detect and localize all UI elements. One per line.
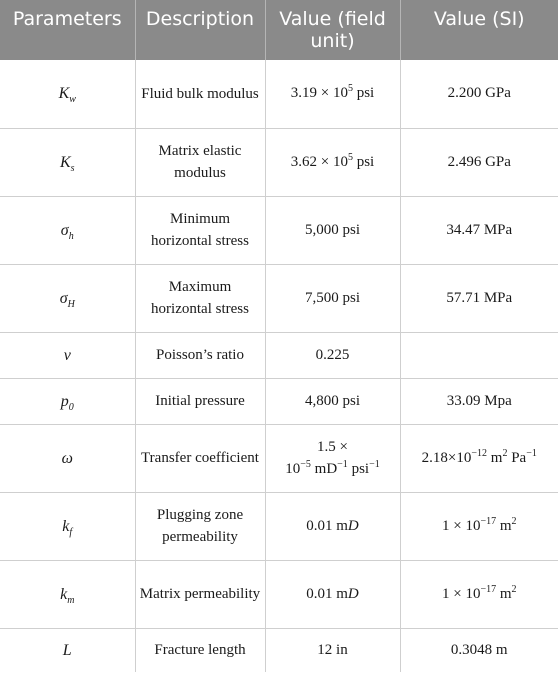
table-row	[0, 128, 558, 196]
parameter-si-value	[400, 332, 558, 378]
table-row	[0, 628, 558, 672]
parameter-description: Matrix permeability	[135, 560, 265, 628]
parameter-field-value: 12 in	[265, 628, 400, 672]
parameter-description: Plugging zone permeability	[135, 492, 265, 560]
parameter-si-value: 0.3048 m	[450, 641, 508, 658]
parameter-si-value: 2.200 GPa	[400, 60, 558, 128]
parameter-si-value: $2.18\times 10^{-12}$ $m^2$ $Pa^{-1}$	[400, 424, 558, 492]
parameter-field-value: 0.01 mD	[265, 492, 400, 560]
header-value-field-unit: Value (field unit)	[265, 0, 400, 60]
parameter-field-value: 0.01 mD	[265, 560, 400, 628]
parameter-symbol: $p_0$	[0, 378, 135, 424]
table-header-row	[0, 0, 558, 60]
parameter-description: Transfer coefficient	[135, 424, 265, 492]
parameter-si-value: 2.496 GPa	[400, 128, 558, 196]
parameter-description: Fluid bulk modulus	[135, 60, 265, 128]
parameter-symbol: ω	[0, 424, 135, 492]
parameter-symbol: $\sigma_H$	[0, 264, 135, 332]
table-row	[0, 264, 558, 332]
parameter-symbol: $K_w$	[0, 60, 135, 128]
parameter-field-value: 5,000 psi	[265, 196, 400, 264]
table-row	[0, 560, 558, 628]
parameter-symbol: $K_s$	[0, 128, 135, 196]
parameter-description: Initial pressure	[135, 378, 265, 424]
parameter-description: Matrix elastic modulus	[135, 128, 265, 196]
parameter-symbol: $k_f$	[0, 492, 135, 560]
table-row	[0, 196, 558, 264]
parameter-description: Fracture length	[135, 628, 265, 672]
parameter-symbol: $k_m$	[0, 560, 135, 628]
parameter-si-value: 57.71 MPa	[400, 264, 558, 332]
parameter-si-value: $1 \times 10^{-17}$ $m^2$	[400, 560, 558, 628]
parameter-field-value: $3.19 \times 10^5$ psi	[265, 60, 400, 128]
parameter-field-value: $3.62 \times 10^5$ psi	[265, 128, 400, 196]
header-value-si: Value (SI)	[400, 0, 558, 60]
parameter-field-value: 0.225	[265, 332, 400, 378]
parameter-description: Poisson’s ratio	[135, 332, 265, 378]
table-row	[0, 492, 558, 560]
parameter-symbol: ν	[0, 332, 135, 378]
parameter-description: Maximum horizontal stress	[135, 264, 265, 332]
parameter-field-value: 7,500 psi	[265, 264, 400, 332]
parameter-field-value: 4,800 psi	[265, 378, 400, 424]
parameter-si-value: 33.09 Mpa	[400, 378, 558, 424]
table-row	[0, 424, 558, 492]
table-row	[0, 378, 558, 424]
parameter-si-value: $1 \times 10^{-17}$ $m^2$	[400, 492, 558, 560]
header-parameters: Parameters	[0, 0, 135, 60]
parameter-field-value: 1.5 × $10^{-5}$ $mD^{-1}$ psi$^{-1}$	[265, 424, 400, 492]
parameter-symbol: L	[0, 628, 135, 672]
parameter-si-value: 34.47 MPa	[400, 196, 558, 264]
table-row	[0, 60, 558, 128]
header-description: Description	[135, 0, 265, 60]
parameter-description: Minimum horizontal stress	[135, 196, 265, 264]
table-row	[0, 332, 558, 378]
parameter-symbol: $\sigma_h$	[0, 196, 135, 264]
